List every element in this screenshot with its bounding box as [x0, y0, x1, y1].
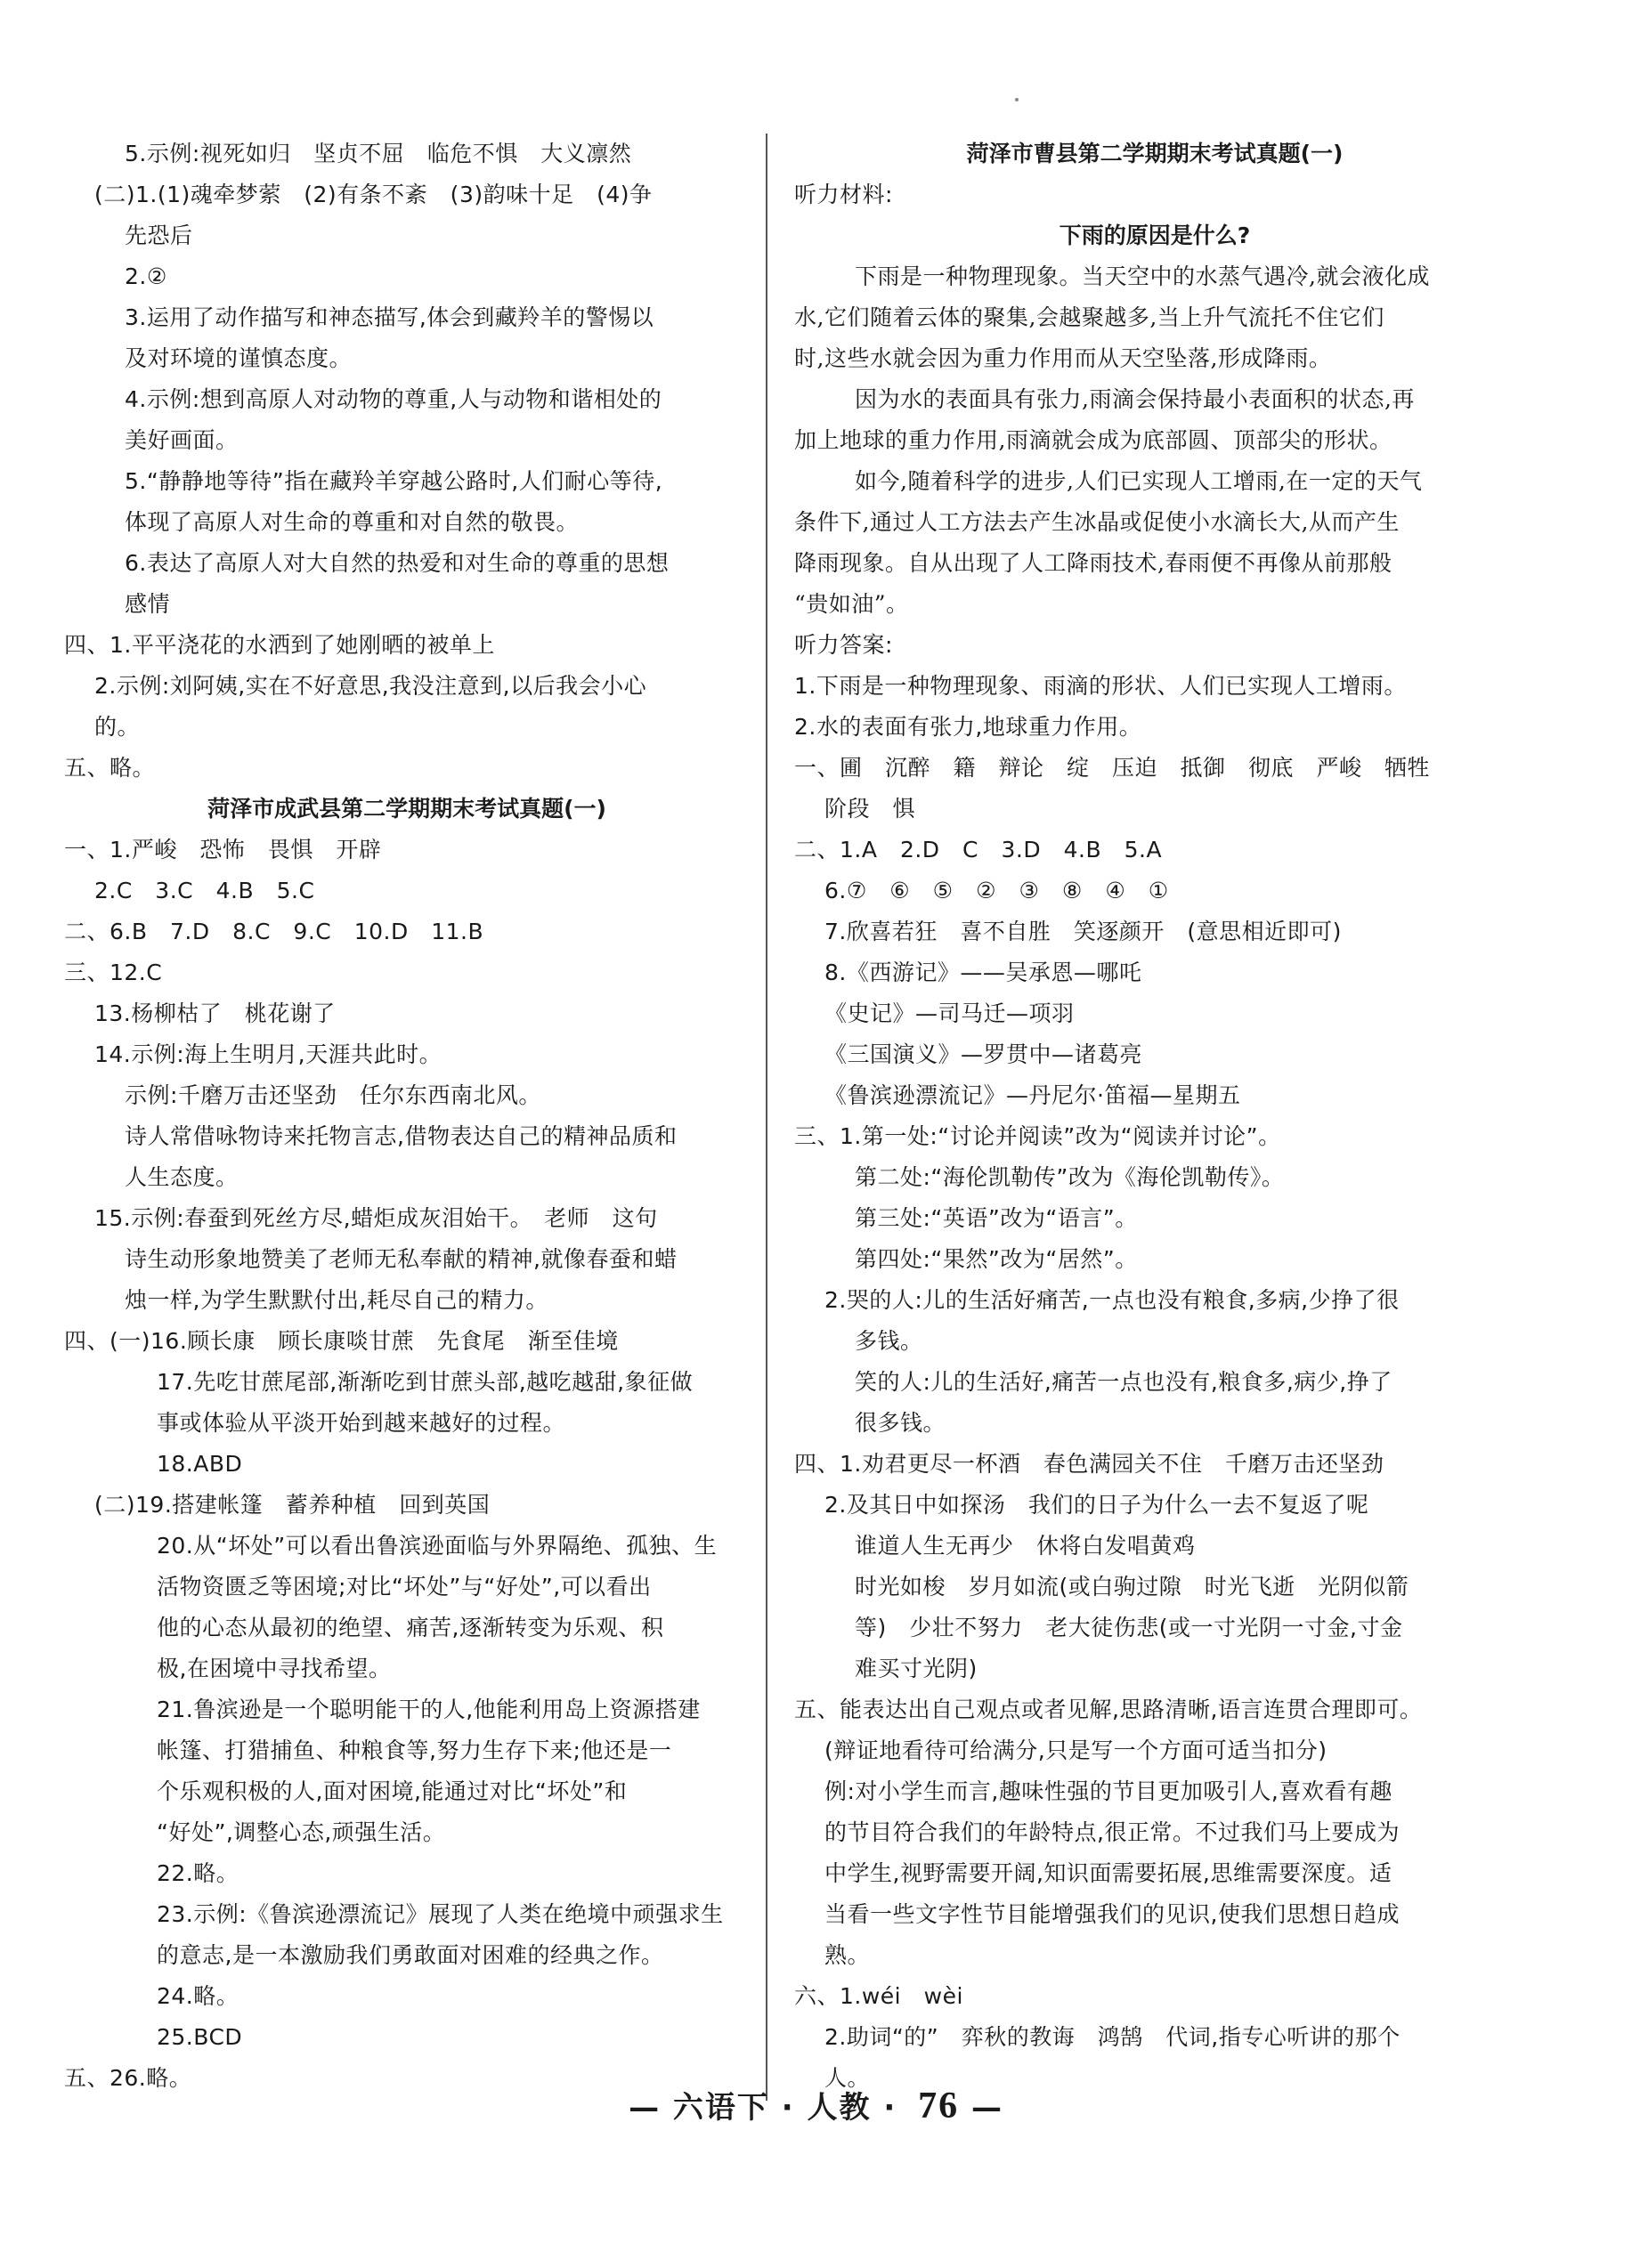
answer-line: 1.下雨是一种物理现象、雨滴的形状、人们已实现人工增雨。 — [794, 673, 1407, 699]
answer-line: 25.BCD — [157, 2024, 243, 2050]
answer-line: 很多钱。 — [855, 1410, 946, 1436]
answer-line: 2.示例:刘阿姨,实在不好意思,我没注意到,以后我会小心 — [94, 673, 647, 699]
answer-line: 阶段 惧 — [824, 796, 916, 822]
answer-line: 诗人常借咏物诗来托物言志,借物表达自己的精神品质和 — [125, 1123, 678, 1149]
answer-line: 2.水的表面有张力,地球重力作用。 — [794, 714, 1142, 740]
column-divider — [766, 134, 767, 2101]
answer-line: 23.示例:《鲁滨逊漂流记》展现了人类在绝境中顽强求生 — [157, 1901, 724, 1927]
answer-line: 14.示例:海上生明月,天涯共此时。 — [94, 1041, 443, 1067]
answer-line: 体现了高原人对生命的尊重和对自然的敬畏。 — [125, 509, 580, 535]
answer-line: 5.示例:视死如归 坚贞不屈 临危不惧 大义凛然 — [125, 141, 632, 166]
answer-line: 熟。 — [824, 1942, 871, 1968]
answer-line: 四、1.平平浇花的水洒到了她刚晒的被单上 — [64, 632, 495, 658]
answer-line: 二、1.A 2.D C 3.D 4.B 5.A — [794, 837, 1163, 863]
section-title: 菏泽市曹县第二学期期末考试真题(一) — [966, 141, 1344, 166]
answer-line: 18.ABD — [157, 1451, 243, 1477]
answer-line: 第二处:“海伦凯勒传”改为《海伦凯勒传》。 — [855, 1164, 1285, 1190]
answer-line: 他的心态从最初的绝望、痛苦,逐渐转变为乐观、积 — [157, 1615, 664, 1640]
answer-line: 烛一样,为学生默默付出,耗尽自己的精力。 — [125, 1287, 548, 1313]
answer-line: “好处”,调整心态,顽强生活。 — [157, 1819, 446, 1845]
answer-line: 《鲁滨逊漂流记》—丹尼尔·笛福—星期五 — [824, 1082, 1241, 1108]
answer-line: (二)1.(1)魂牵梦萦 (2)有条不紊 (3)韵味十足 (4)争 — [94, 182, 653, 207]
answer-line: 六、1.wéi wèi — [794, 1983, 963, 2009]
answer-line: 难买寸光阴) — [855, 1656, 978, 1681]
answer-line: 一、1.严峻 恐怖 畏惧 开辟 — [64, 837, 382, 863]
answer-line: 第四处:“果然”改为“居然”。 — [855, 1246, 1138, 1272]
answer-line: 笑的人:儿的生活好,痛苦一点也没有,粮食多,病少,挣了 — [855, 1369, 1392, 1395]
answer-line: 听力答案: — [794, 632, 893, 658]
answer-line: 6.表达了高原人对大自然的热爱和对生命的尊重的思想 — [125, 550, 670, 576]
answer-line: 8.《西游记》——吴承恩—哪吒 — [824, 960, 1142, 985]
listening-text: 因为水的表面具有张力,雨滴会保持最小表面积的状态,再 — [855, 386, 1415, 412]
answer-line: 帐篷、打猎捕鱼、种粮食等,努力生存下来;他还是一 — [157, 1737, 672, 1763]
answer-line: 7.欣喜若狂 喜不自胜 笑逐颜开 (意思相近即可) — [824, 919, 1342, 944]
answer-line: 2.及其日中如探汤 我们的日子为什么一去不复返了呢 — [824, 1492, 1369, 1518]
listening-text: 条件下,通过人工方法去产生冰晶或促使小水滴长大,从而产生 — [794, 509, 1400, 535]
answer-line: 及对环境的谨慎态度。 — [125, 345, 353, 371]
answer-line: 人。 — [824, 2065, 871, 2091]
answer-line: 感情 — [125, 591, 171, 617]
answer-line: 21.鲁滨逊是一个聪明能干的人,他能利用岛上资源搭建 — [157, 1697, 701, 1722]
listening-text: 如今,随着科学的进步,人们已实现人工增雨,在一定的天气 — [855, 468, 1423, 494]
listening-title: 下雨的原因是什么? — [1059, 223, 1251, 248]
answer-line: 2.助词“的” 弈秋的教诲 鸿鹄 代词,指专心听讲的那个 — [824, 2024, 1401, 2050]
listening-text: 下雨是一种物理现象。当天空中的水蒸气遇冷,就会液化成 — [855, 263, 1430, 289]
answer-line: 2.C 3.C 4.B 5.C — [94, 878, 315, 903]
listening-text: 水,它们随着云体的聚集,会越聚越多,当上升气流托不住它们 — [794, 304, 1384, 330]
answer-line: 活物资匮乏等困境;对比“坏处”与“好处”,可以看出 — [157, 1574, 652, 1600]
listening-text: 加上地球的重力作用,雨滴就会成为底部圆、顶部尖的形状。 — [794, 427, 1392, 453]
listening-text: “贵如油”。 — [794, 591, 909, 617]
page-number: 76 — [918, 2086, 960, 2126]
answer-line: (二)19.搭建帐篷 蓄养种植 回到英国 — [94, 1492, 491, 1518]
right-column — [794, 134, 1515, 2099]
answer-line: 中学生,视野需要开阔,知识面需要拓展,思维需要深度。适 — [824, 1860, 1392, 1886]
answer-line: 人生态度。 — [125, 1164, 239, 1190]
section-title: 菏泽市成武县第二学期期末考试真题(一) — [207, 796, 606, 822]
answer-line: 五、略。 — [64, 755, 156, 781]
answer-line: 四、1.劝君更尽一杯酒 春色满园关不住 千磨万击还坚劲 — [794, 1451, 1384, 1477]
answer-line: 三、1.第一处:“讨论并阅读”改为“阅读并讨论”。 — [794, 1123, 1281, 1149]
answer-line: (辩证地看待可给满分,只是写一个方面可适当扣分) — [824, 1737, 1328, 1763]
answer-line: 4.示例:想到高原人对动物的尊重,人与动物和谐相处的 — [125, 386, 662, 412]
answer-line: 极,在困境中寻找希望。 — [157, 1656, 392, 1681]
answer-line: 时光如梭 岁月如流(或白驹过隙 时光飞逝 光阴似箭 — [855, 1574, 1409, 1600]
listening-text: 降雨现象。自从出现了人工降雨技术,春雨便不再像从前那般 — [794, 550, 1392, 576]
answer-line: 美好画面。 — [125, 427, 239, 453]
answer-line: 五、26.略。 — [64, 2065, 192, 2091]
answer-line: 当看一些文字性节目能增强我们的见识,使我们思想日趋成 — [824, 1901, 1400, 1927]
answer-line: 事或体验从平淡开始到越来越好的过程。 — [157, 1410, 566, 1436]
answer-line: 四、(一)16.顾长康 顾长康啖甘蔗 先食尾 渐至佳境 — [64, 1328, 619, 1354]
answer-line: 13.杨柳枯了 桃花谢了 — [94, 1000, 336, 1026]
answer-line: 多钱。 — [855, 1328, 923, 1354]
answer-line: 15.示例:春蚕到死丝方尽,蜡炬成灰泪始干。 老师 这句 — [94, 1205, 658, 1231]
answer-line: 的意志,是一本激励我们勇敢面对困难的经典之作。 — [157, 1942, 664, 1968]
answer-line: 6.⑦ ⑥ ⑤ ② ③ ⑧ ④ ① — [824, 878, 1169, 903]
footer-tail: — — [970, 2090, 1003, 2126]
answer-line: 等) 少壮不努力 老大徒伤悲(或一寸光阴一寸金,寸金 — [855, 1615, 1403, 1640]
answer-line: 20.从“坏处”可以看出鲁滨逊面临与外界隔绝、孤独、生 — [157, 1533, 718, 1559]
answer-line: 17.先吃甘蔗尾部,渐渐吃到甘蔗头部,越吃越甜,象征做 — [157, 1369, 694, 1395]
answer-line: 三、12.C — [64, 960, 163, 985]
answer-line: 22.略。 — [157, 1860, 240, 1886]
left-column — [64, 134, 750, 2099]
listening-text: 时,这些水就会因为重力作用而从天空坠落,形成降雨。 — [794, 345, 1332, 371]
answer-line: 3.运用了动作描写和神态描写,体会到藏羚羊的警惕以 — [125, 304, 654, 330]
answer-line: 2.② — [125, 263, 167, 289]
answer-line: 二、6.B 7.D 8.C 9.C 10.D 11.B — [64, 919, 484, 944]
answer-line: 例:对小学生而言,趣味性强的节目更加吸引人,喜欢看有趣 — [824, 1778, 1392, 1804]
print-speck — [1015, 98, 1019, 101]
answer-line: 的节目符合我们的年龄特点,很正常。不过我们马上要成为 — [824, 1819, 1400, 1845]
answer-line: 一、圃 沉醉 籍 辩论 绽 压迫 抵御 彻底 严峻 牺牲 — [794, 755, 1431, 781]
answer-line: 五、能表达出自己观点或者见解,思路清晰,语言连贯合理即可。 — [794, 1697, 1423, 1722]
footer-label: — 六语下 · 人教 · — [629, 2090, 897, 2126]
answer-line: 听力材料: — [794, 182, 893, 207]
answer-line: 个乐观积极的人,面对困境,能通过对比“坏处”和 — [157, 1778, 628, 1804]
answer-line: 5.“静静地等待”指在藏羚羊穿越公路时,人们耐心等待, — [125, 468, 663, 494]
answer-line: 谁道人生无再少 休将白发唱黄鸡 — [855, 1533, 1196, 1559]
answer-line: 诗生动形象地赞美了老师无私奉献的精神,就像春蚕和蜡 — [125, 1246, 678, 1272]
answer-line: 《史记》—司马迁—项羽 — [824, 1000, 1075, 1026]
answer-line: 示例:千磨万击还坚劲 任尔东西南北风。 — [125, 1082, 541, 1108]
answer-line: 2.哭的人:儿的生活好痛苦,一点也没有粮食,多病,少挣了很 — [824, 1287, 1400, 1313]
answer-line: 《三国演义》—罗贯中—诸葛亮 — [824, 1041, 1143, 1067]
answer-line: 24.略。 — [157, 1983, 240, 2009]
answer-line: 第三处:“英语”改为“语言”。 — [855, 1205, 1138, 1231]
answer-line: 的。 — [94, 714, 141, 740]
answer-line: 先恐后 — [125, 223, 193, 248]
page-footer — [0, 2083, 1632, 2127]
